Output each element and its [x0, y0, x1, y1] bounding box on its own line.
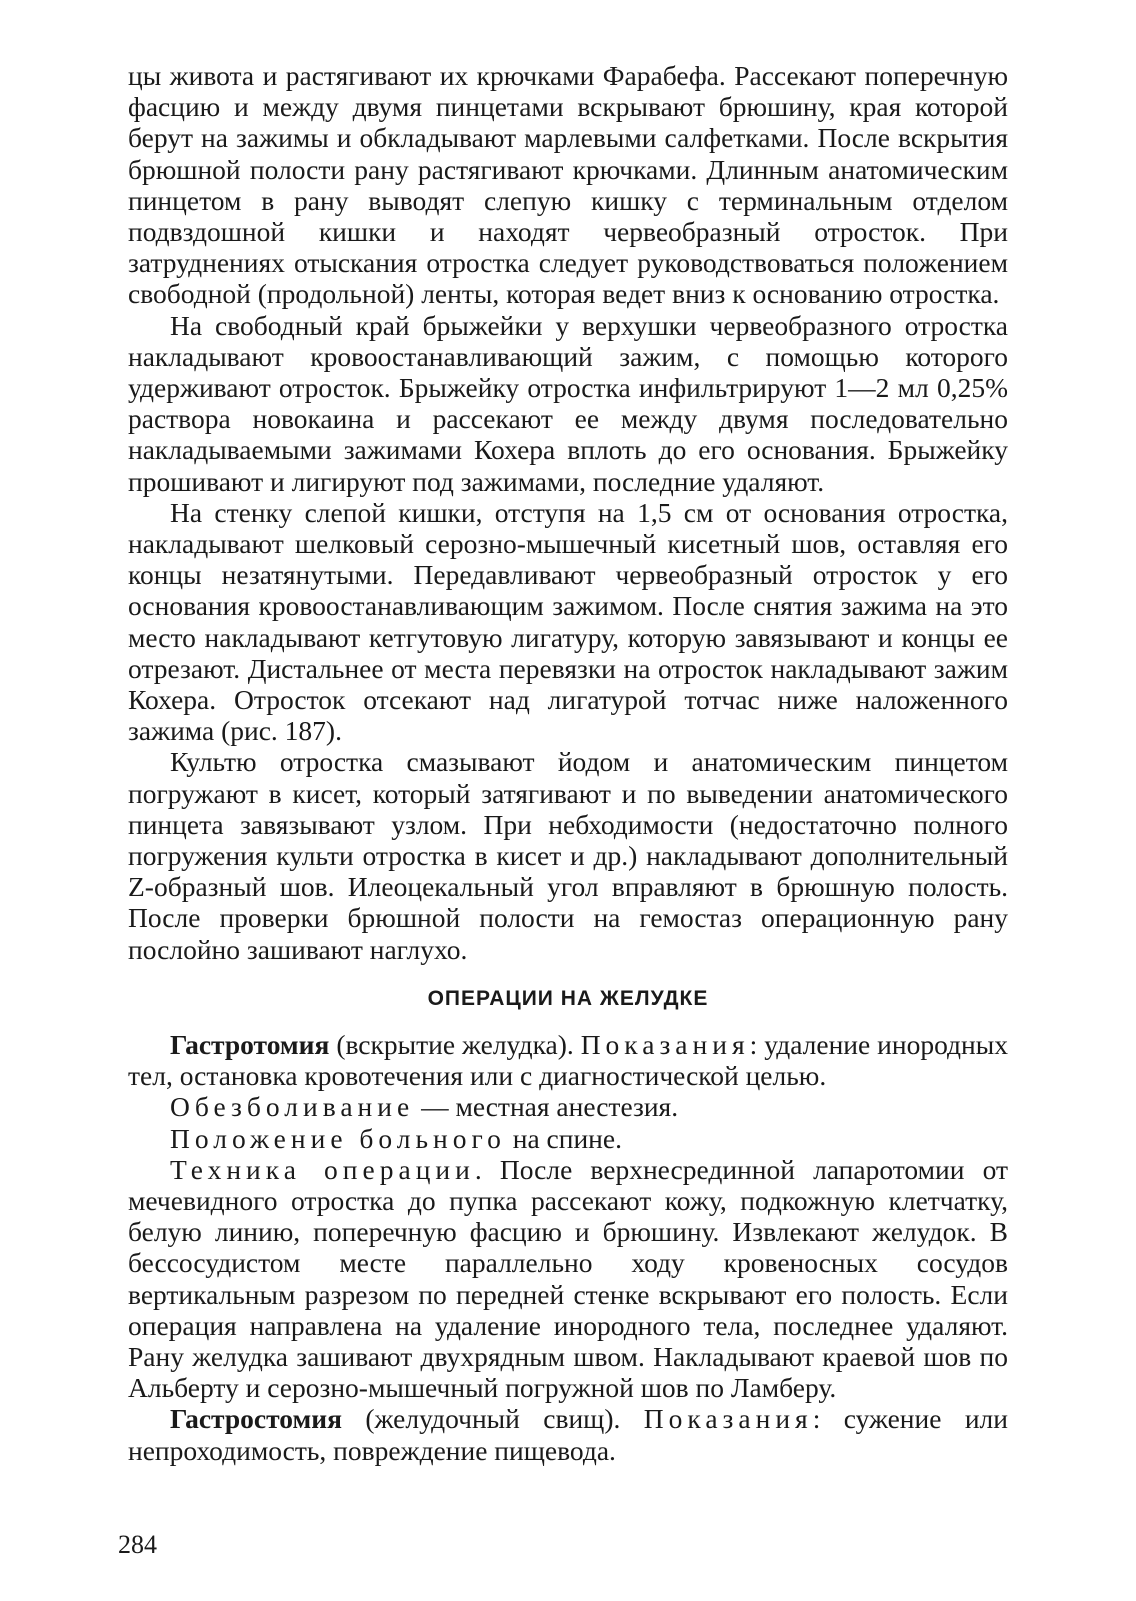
gastrotomy-text-1: (вскрытие желудка).	[329, 1028, 581, 1060]
gastrotomy-text-2: : удаление инородных тел, остановка кровотечения или с диагностической целью.	[128, 1028, 1008, 1092]
gastrotomy-term: Гастротомия	[170, 1028, 330, 1060]
technique-text: . После верхнесрединной лапаротомии от мечевидного отростка до пупка рассекают кожу, подкожную клетчатку, белую линию, поперечную фасцию и брюшину. Извлекают желудок. В бессосудистом месте параллельно ходу кровеносных сосудов вертикальным разрезом по передней стенке вскрывают его полость. Если операция направлена на удаление инородного тела, последнее удаляют. Рану желудка зашивают двухрядным швом. Накладывают краевой шов по Альберту и серозно-мышечный погружной шов по Ламберу.	[128, 1153, 1008, 1404]
paragraph-purse-string: На стенку слепой кишки, отступя на 1,5 см от основания отростка, накладывают шелковый серозно-мышечный кисетный шов, оставляя его концы незатянутыми. Передавливают червеобразный отросток у его основания кровоостанавливающим зажимом. После снятия зажима на это место накладывают кетгутовую лигатуру, которую завязывают и концы ее отрезают. Дистальнее от места перевязки на отросток накладывают зажим Кохера. Отросток отсекают над лигатурой тотчас ниже наложенного зажима (рис. 187).	[128, 496, 1008, 747]
position-text: на спине.	[505, 1122, 622, 1154]
gastrotomy-indications-label: Показания	[580, 1028, 750, 1060]
page-body	[128, 60, 1008, 1466]
gastrostomy-indications-label: Показания	[643, 1403, 813, 1435]
position-label: Положение больного	[170, 1122, 506, 1154]
anesthesia-text: — местная анестезия.	[414, 1091, 679, 1123]
gastrostomy-term: Гастростомия	[170, 1403, 342, 1435]
paragraph-anesthesia	[128, 1091, 1008, 1122]
section-heading: ОПЕРАЦИИ НА ЖЕЛУДКЕ	[427, 986, 709, 1010]
paragraph-technique	[128, 1154, 1008, 1404]
anesthesia-label: Обезболивание	[170, 1091, 415, 1123]
paragraph-gastrostomy	[128, 1403, 1008, 1465]
technique-label: Техника операции	[170, 1153, 475, 1185]
page-number: 284	[118, 1530, 157, 1559]
paragraph-position	[128, 1123, 1008, 1154]
gastrostomy-text-2: : сужение или непроходимость, повреждение пищевода.	[128, 1403, 1008, 1466]
gastrostomy-text-1: (желудочный свищ).	[341, 1403, 644, 1435]
paragraph-gastrotomy	[128, 1029, 1008, 1091]
paragraph-mesentery: На свободный край брыжейки у верхушки червеобразного отростка накладывают кровоостанавливающий зажим, с помощью которого удерживают отросток. Брыжейку отростка инфильтрируют 1—2 мл 0,25% раствора новокаина и рассекают ее между двумя последовательно накладываемыми зажимами Кохера вплоть до его основания. Брыжейку прошивают и лигируют под зажимами, последние удаляют.	[128, 309, 1008, 497]
paragraph-appendix-access: цы живота и растягивают их крючками Фарабефа. Рассекают поперечную фасцию и между двумя пинцетами вскрывают брюшину, края которой берут на зажимы и обкладывают марлевыми салфетками. После вскрытия брюшной полости рану растягивают крючками. Длинным анатомическим пинцетом в рану выводят слепую кишку с терминальным отделом подвздошной кишки и находят червеобразный отросток. При затруднениях отыскания отростка следует руководствоваться положением свободной (продольной) ленты, которая ведет вниз к основанию отростка.	[128, 60, 1008, 310]
paragraph-stump: Культю отростка смазывают йодом и анатомическим пинцетом погружают в кисет, который затягивают и по выведении анатомического пинцета завязывают узлом. При небходимости (недостаточно полного погружения культи отростка в кисет и др.) накладывают дополнительный Z-образный шов. Илеоцекальный угол вправляют в брюшную полость. После проверки брюшной полости на гемостаз операционную рану послойно зашивают наглухо.	[128, 746, 1008, 965]
